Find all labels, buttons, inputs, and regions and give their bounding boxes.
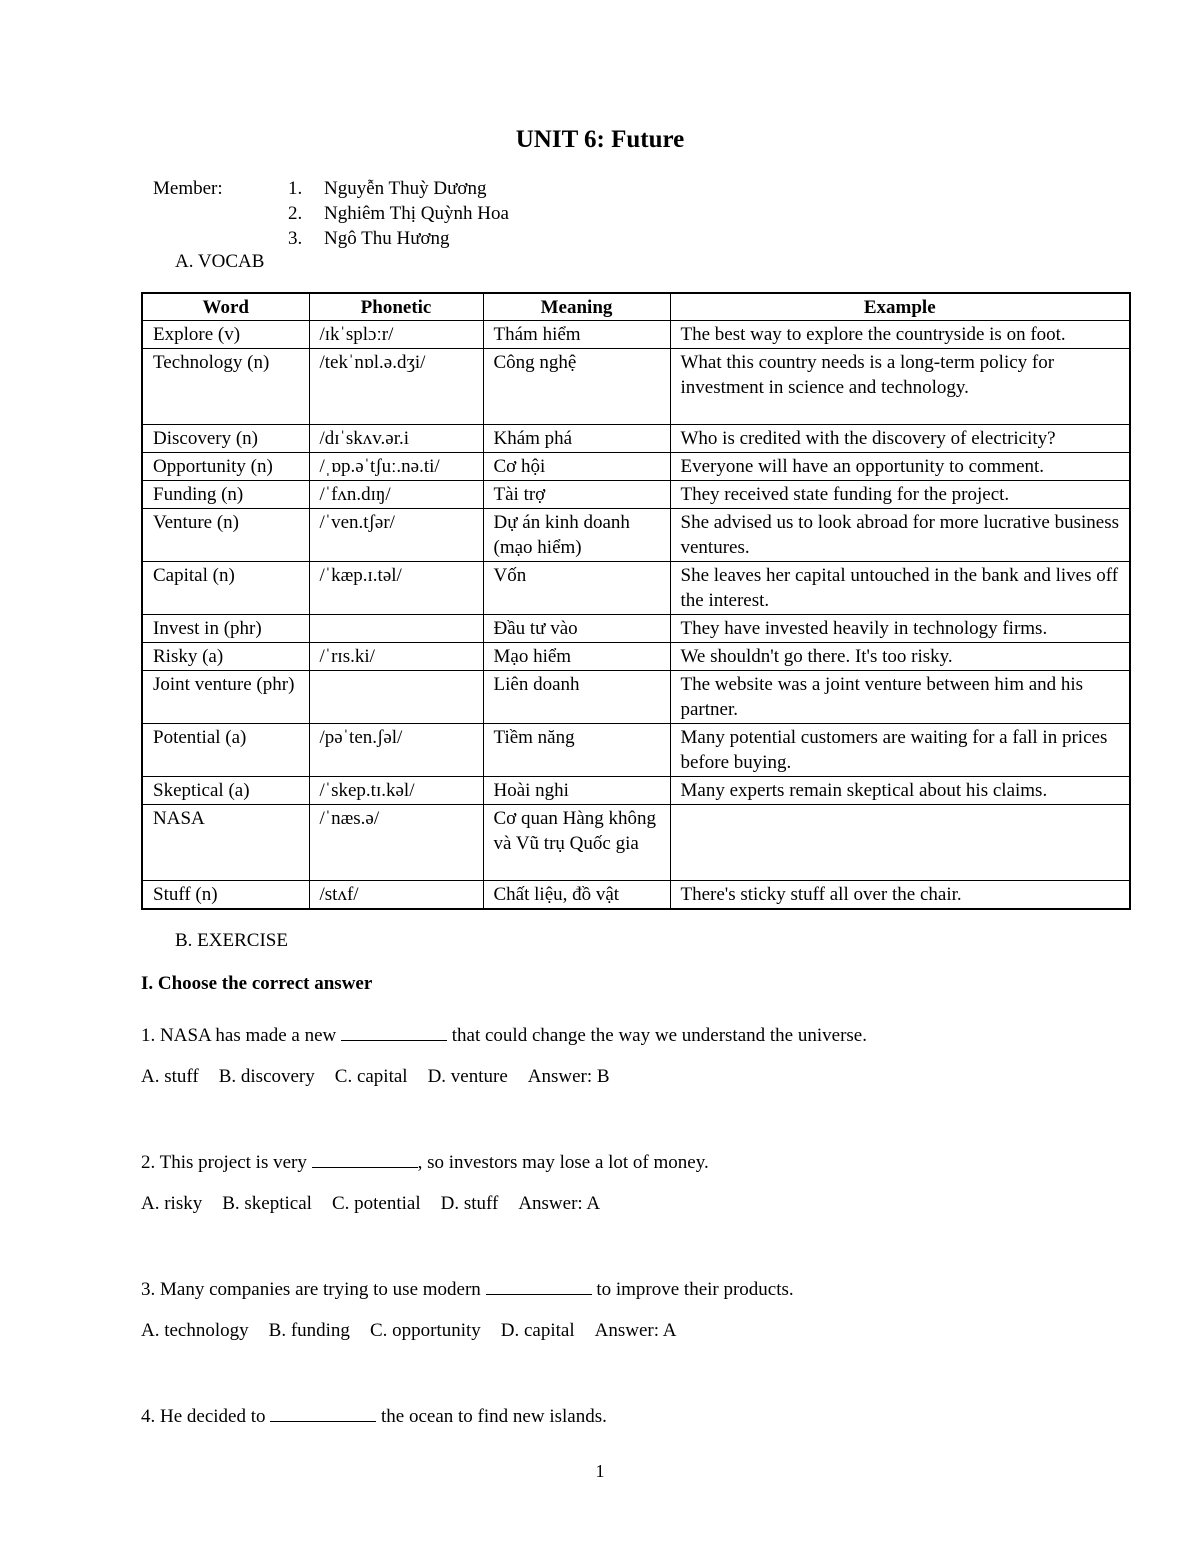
table-row — [142, 562, 1130, 615]
cell-word: Funding (n) — [142, 481, 309, 509]
answer-blank — [341, 1024, 447, 1041]
cell-meaning: Liên doanh — [483, 671, 670, 724]
table-row — [142, 777, 1130, 805]
cell-example — [670, 805, 1130, 881]
page-number: 1 — [595, 1461, 605, 1481]
table-row — [142, 643, 1130, 671]
cell-word: Invest in (phr) — [142, 615, 309, 643]
header-meaning: Meaning — [483, 293, 670, 321]
cell-word: Capital (n) — [142, 562, 309, 615]
table-row — [142, 805, 1130, 881]
cell-example: The website was a joint venture between him and his partner. — [670, 671, 1130, 724]
cell-meaning: Hoài nghi — [483, 777, 670, 805]
cell-meaning: Mạo hiểm — [483, 643, 670, 671]
table-row — [142, 481, 1130, 509]
option-item: C. capital — [334, 1066, 408, 1087]
option-item: B. skeptical — [222, 1193, 312, 1214]
question-suffix: to improve their products. — [591, 1279, 794, 1300]
header-word: Word — [142, 293, 309, 321]
cell-example: She leaves her capital untouched in the bank and lives off the interest. — [670, 562, 1130, 615]
option-item: A. risky — [141, 1193, 203, 1214]
cell-word: Skeptical (a) — [142, 777, 309, 805]
table-header-row — [142, 293, 1130, 321]
section-b-heading: B. EXERCISE — [175, 930, 288, 951]
option-item: A. stuff — [141, 1066, 199, 1087]
cell-phonetic: /ˌɒp.əˈtʃuː.nə.ti/ — [309, 453, 483, 481]
table-row — [142, 615, 1130, 643]
header-phonetic: Phonetic — [309, 293, 483, 321]
answer-options — [141, 1066, 630, 1088]
answer-options — [141, 1193, 620, 1215]
member-item — [288, 226, 450, 251]
question-text — [141, 1151, 709, 1174]
cell-word: Opportunity (n) — [142, 453, 309, 481]
member-label: Member: — [153, 178, 223, 199]
member-name: Ngô Thu Hương — [324, 228, 450, 249]
cell-phonetic: /ˈfʌn.dɪŋ/ — [309, 481, 483, 509]
cell-meaning: Cơ quan Hàng không và Vũ trụ Quốc gia — [483, 805, 670, 881]
question-text — [141, 1024, 867, 1047]
cell-meaning: Tài trợ — [483, 481, 670, 509]
cell-phonetic — [309, 615, 483, 643]
cell-meaning: Cơ hội — [483, 453, 670, 481]
question-suffix: the ocean to find new islands. — [376, 1406, 607, 1427]
cell-word: Potential (a) — [142, 724, 309, 777]
question-text — [141, 1405, 607, 1428]
cell-word: Risky (a) — [142, 643, 309, 671]
vocab-table — [141, 292, 1131, 910]
answer-key: Answer: A — [518, 1193, 601, 1214]
cell-phonetic: /ˈrɪs.ki/ — [309, 643, 483, 671]
table-row — [142, 881, 1130, 910]
answer-key: Answer: B — [527, 1066, 610, 1087]
cell-example: What this country needs is a long-term policy for investment in science and technology. — [670, 349, 1130, 425]
cell-example: Many experts remain skeptical about his claims. — [670, 777, 1130, 805]
question-prefix: 1. NASA has made a new — [141, 1025, 341, 1046]
cell-phonetic: /stʌf/ — [309, 881, 483, 910]
answer-blank — [270, 1405, 376, 1422]
option-item: C. opportunity — [369, 1320, 481, 1341]
cell-word: Stuff (n) — [142, 881, 309, 910]
table-row — [142, 321, 1130, 349]
cell-phonetic: /ˈnæs.ə/ — [309, 805, 483, 881]
answer-options — [141, 1320, 696, 1342]
option-item: D. stuff — [440, 1193, 499, 1214]
cell-example: She advised us to look abroad for more lucrative business ventures. — [670, 509, 1130, 562]
member-number: 3. — [288, 228, 303, 249]
table-row — [142, 724, 1130, 777]
cell-phonetic: /ˈkæp.ɪ.təl/ — [309, 562, 483, 615]
question-prefix: 2. This project is very — [141, 1152, 312, 1173]
cell-example: They have invested heavily in technology firms. — [670, 615, 1130, 643]
member-name: Nghiêm Thị Quỳnh Hoa — [324, 203, 509, 224]
answer-blank — [312, 1151, 418, 1168]
option-item: D. capital — [500, 1320, 575, 1341]
exercise-heading: I. Choose the correct answer — [141, 973, 373, 994]
cell-meaning: Công nghệ — [483, 349, 670, 425]
cell-phonetic: /ˈskep.tɪ.kəl/ — [309, 777, 483, 805]
page-title: UNIT 6: Future — [515, 126, 685, 153]
cell-meaning: Đầu tư vào — [483, 615, 670, 643]
cell-phonetic: /dɪˈskʌv.ər.i — [309, 425, 483, 453]
option-item: C. potential — [331, 1193, 421, 1214]
cell-example: There's sticky stuff all over the chair. — [670, 881, 1130, 910]
cell-example: We shouldn't go there. It's too risky. — [670, 643, 1130, 671]
cell-meaning: Dự án kinh doanh (mạo hiểm) — [483, 509, 670, 562]
question-suffix: that could change the way we understand the universe. — [447, 1025, 867, 1046]
cell-meaning: Chất liệu, đồ vật — [483, 881, 670, 910]
header-example: Example — [670, 293, 1130, 321]
member-item — [288, 201, 509, 226]
cell-meaning: Thám hiểm — [483, 321, 670, 349]
question-prefix: 3. Many companies are trying to use modern — [141, 1279, 486, 1300]
member-item — [288, 176, 486, 201]
member-name: Nguyễn Thuỳ Dương — [324, 178, 487, 199]
question-suffix: , so investors may lose a lot of money. — [417, 1152, 709, 1173]
member-number: 1. — [288, 178, 303, 199]
cell-word: Discovery (n) — [142, 425, 309, 453]
table-row — [142, 509, 1130, 562]
section-a-heading: A. VOCAB — [175, 251, 265, 272]
cell-meaning: Khám phá — [483, 425, 670, 453]
cell-phonetic: /ɪkˈsplɔːr/ — [309, 321, 483, 349]
answer-key: Answer: A — [594, 1320, 677, 1341]
cell-phonetic — [309, 671, 483, 724]
cell-example: Who is credited with the discovery of electricity? — [670, 425, 1130, 453]
cell-word: Joint venture (phr) — [142, 671, 309, 724]
cell-example: They received state funding for the project. — [670, 481, 1130, 509]
table-row — [142, 349, 1130, 425]
cell-phonetic: /pəˈten.ʃəl/ — [309, 724, 483, 777]
question-prefix: 4. He decided to — [141, 1406, 271, 1427]
cell-word: Venture (n) — [142, 509, 309, 562]
cell-phonetic: /ˈven.tʃər/ — [309, 509, 483, 562]
cell-example: The best way to explore the countryside is on foot. — [670, 321, 1130, 349]
cell-example: Everyone will have an opportunity to comment. — [670, 453, 1130, 481]
answer-blank — [486, 1278, 592, 1295]
question-text — [141, 1278, 794, 1301]
cell-phonetic: /tekˈnɒl.ə.dʒi/ — [309, 349, 483, 425]
cell-meaning: Tiềm năng — [483, 724, 670, 777]
table-row — [142, 425, 1130, 453]
cell-meaning: Vốn — [483, 562, 670, 615]
option-item: B. discovery — [218, 1066, 315, 1087]
cell-word: Explore (v) — [142, 321, 309, 349]
table-row — [142, 453, 1130, 481]
option-item: A. technology — [141, 1320, 249, 1341]
cell-word: Technology (n) — [142, 349, 309, 425]
option-item: D. venture — [427, 1066, 508, 1087]
cell-word: NASA — [142, 805, 309, 881]
table-row — [142, 671, 1130, 724]
cell-example: Many potential customers are waiting for a fall in prices before buying. — [670, 724, 1130, 777]
member-number: 2. — [288, 203, 303, 224]
option-item: B. funding — [268, 1320, 350, 1341]
